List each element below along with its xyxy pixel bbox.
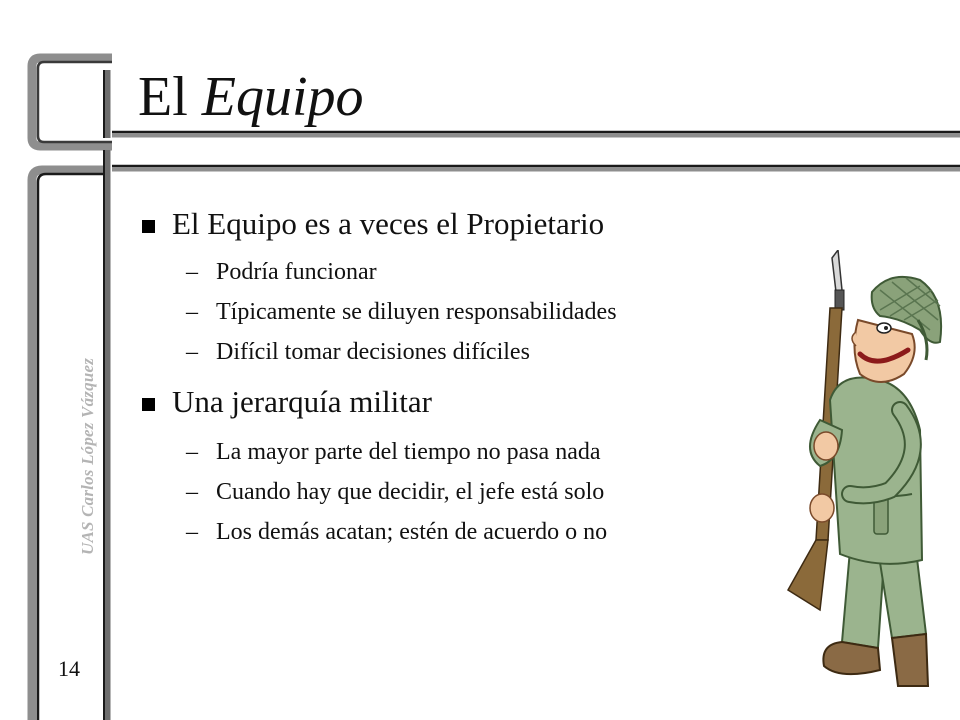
bullet-text: Una jerarquía militar — [172, 384, 432, 419]
dash-icon: – — [186, 479, 198, 505]
sub-item — [142, 432, 762, 472]
square-bullet-icon — [142, 220, 155, 233]
sub-item — [142, 292, 762, 332]
sub-item-text: Los demás acatan; estén de acuerdo o no — [216, 519, 608, 545]
bullet-text: El Equipo es a veces el Propietario — [172, 206, 605, 241]
dash-icon: – — [186, 299, 198, 325]
bullet-item — [142, 380, 762, 424]
sub-item-text: Cuando hay que decidir, el jefe está solo — [216, 479, 605, 505]
dash-icon: – — [186, 259, 198, 285]
slide-content — [142, 202, 762, 552]
bullet-group-2 — [142, 380, 762, 552]
sub-item — [142, 252, 762, 292]
title-plain: El — [138, 66, 188, 128]
square-bullet-icon — [142, 398, 155, 411]
bullet-item — [142, 202, 762, 246]
sub-item-text: Podría funcionar — [216, 259, 377, 285]
sub-item — [142, 332, 762, 372]
title-italic: Equipo — [201, 66, 364, 128]
bullet-group-1 — [142, 202, 762, 372]
soldier-illustration — [780, 250, 950, 690]
sub-item-text: Difícil tomar decisiones difíciles — [216, 339, 530, 365]
page-number: 14 — [58, 656, 80, 681]
author-credit: UAS Carlos López Vázquez — [78, 357, 97, 555]
dash-icon: – — [186, 519, 198, 545]
sub-item — [142, 472, 762, 512]
sub-item-text: Típicamente se diluyen responsabilidades — [216, 299, 617, 325]
dash-icon: – — [186, 339, 198, 365]
dash-icon: – — [186, 439, 198, 465]
sub-item-text: La mayor parte del tiempo no pasa nada — [216, 439, 601, 465]
slide-title — [138, 62, 364, 132]
sub-item — [142, 512, 762, 552]
